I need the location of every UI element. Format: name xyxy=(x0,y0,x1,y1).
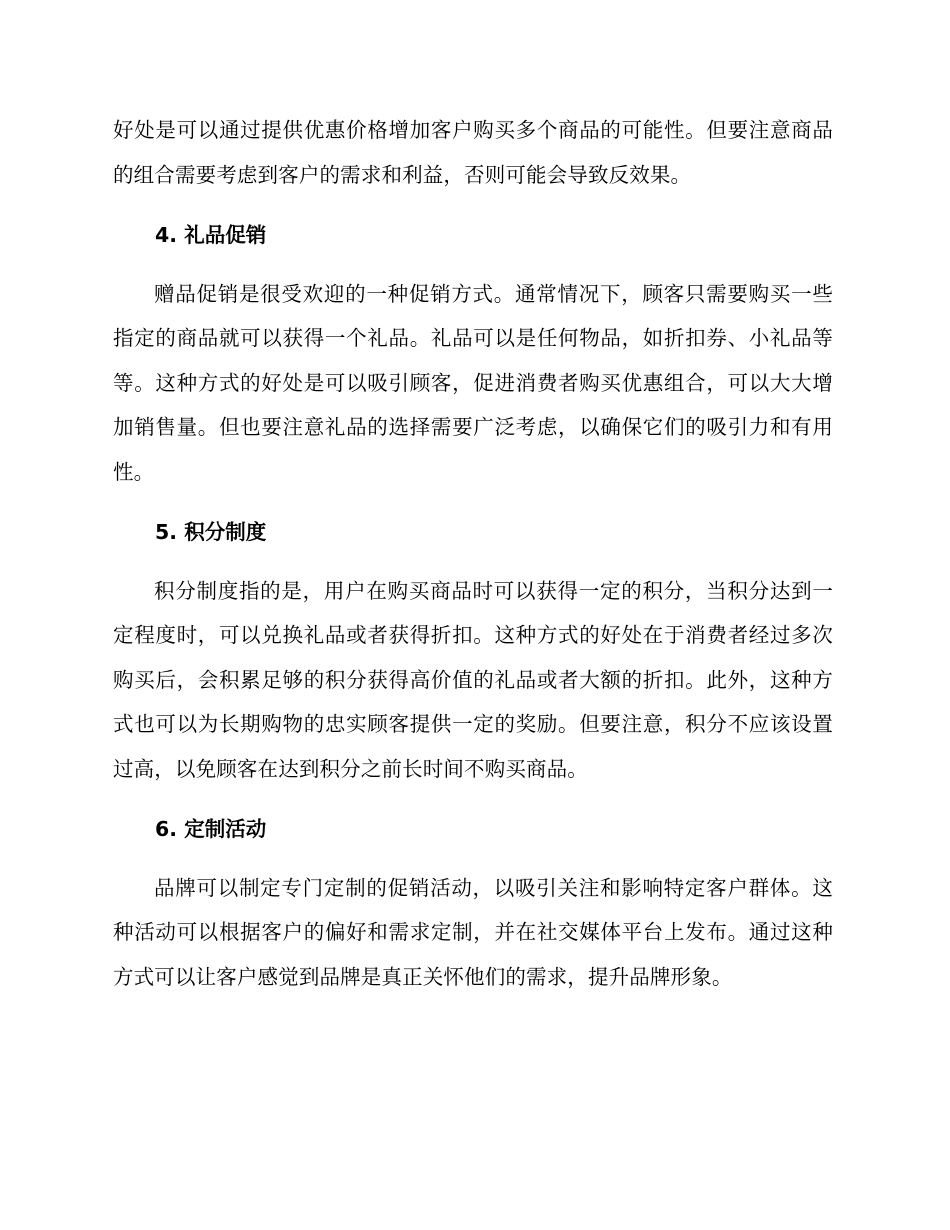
intro-paragraph: 好处是可以通过提供优惠价格增加客户购买多个商品的可能性。但要注意商品的组合需要考虑到客户的需求和利益，否则可能会导致反效果。 xyxy=(113,118,833,187)
section-body-custom-campaign: 品牌可以制定专门定制的促销活动，以吸引关注和影响特定客户群体。这种活动可以根据客户的偏好和需求定制，并在社交媒体平台上发布。通过这种方式可以让客户感觉到品牌是真正关怀他们的需求，提升品牌形象。 xyxy=(113,875,833,989)
section-body-points-system: 积分制度指的是，用户在购买商品时可以获得一定的积分，当积分达到一定程度时，可以兑换礼品或者获得折扣。这种方式的好处在于消费者经过多次购买后，会积累足够的积分获得高价值的礼品或者大额的折扣。此外，这种方式也可以为长期购物的忠实顾客提供一定的奖励。但要注意，积分不应该设置过高，以免顾客在达到积分之前长时间不购买商品。 xyxy=(113,578,833,781)
section-heading-points-system: 5. 积分制度 xyxy=(155,520,267,544)
section-body-gift-promotion: 赠品促销是很受欢迎的一种促销方式。通常情况下，顾客只需要购买一些指定的商品就可以获得一个礼品。礼品可以是任何物品，如折扣券、小礼品等等。这种方式的好处是可以吸引顾客，促进消费者购买优惠组合，可以大大增加销售量。但也要注意礼品的选择需要广泛考虑，以确保它们的吸引力和有用性。 xyxy=(113,281,833,484)
section-heading-custom-campaign: 6. 定制活动 xyxy=(155,817,267,841)
section-heading-gift-promotion: 4. 礼品促销 xyxy=(155,223,267,247)
document-body xyxy=(113,108,833,999)
